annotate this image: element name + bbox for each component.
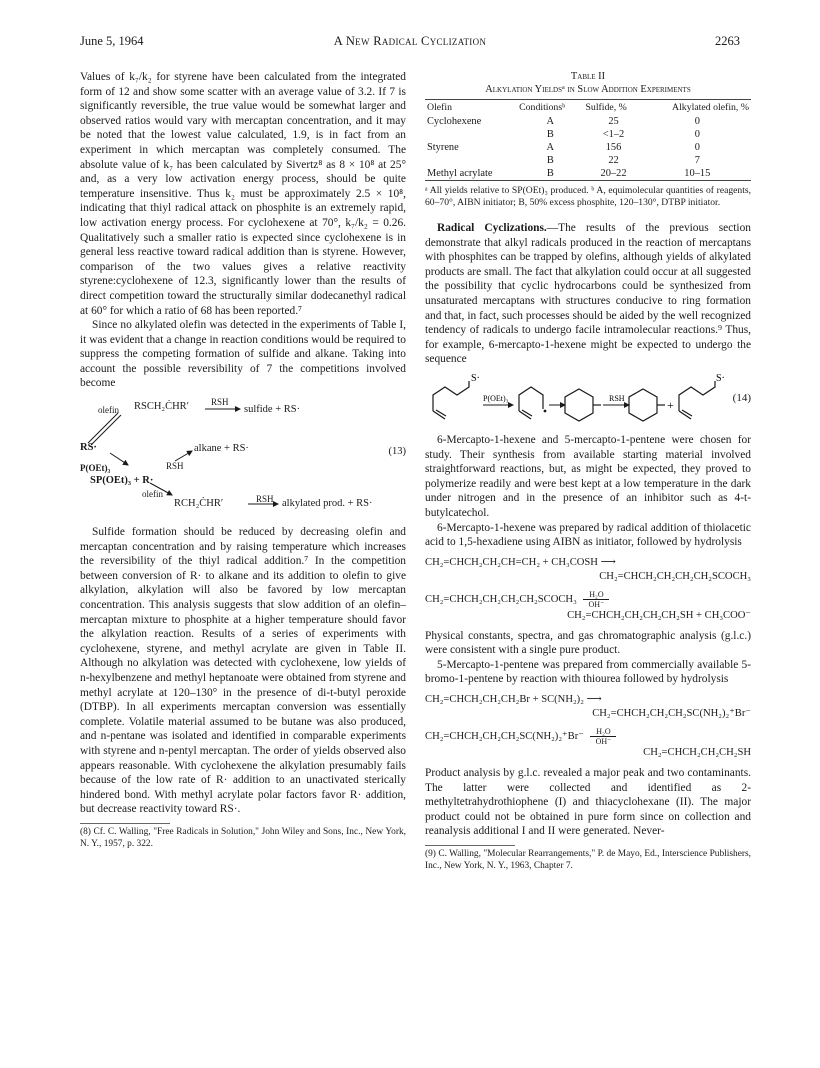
scheme-label-rsh: RSH bbox=[211, 397, 229, 408]
reaction-scheme-14 bbox=[425, 371, 751, 425]
paragraph: Product analysis by g.l.c. revealed a major peak and two contaminants. The latter were collected and identified as 2-methyltetrahydrothiophene (I) and thiacyclohexane (II). The major product could not be obtained in pure form since on collection and reanalysis additional I and II were generated. Never- bbox=[425, 767, 751, 838]
equation-line: CH₂=CHCH₂CH₂CH₂SC(NH₂)₂⁺Br⁻ bbox=[592, 708, 751, 720]
table-cell: Methyl acrylate bbox=[427, 168, 493, 179]
arrow-bottom-label: OH⁻ bbox=[595, 737, 612, 747]
table-caption: Alkylation Yieldsᵃ in Slow Addition Experiments bbox=[485, 84, 691, 95]
footnote-divider bbox=[425, 845, 515, 846]
table-row bbox=[425, 128, 751, 141]
thiyl-label: S· bbox=[471, 372, 480, 384]
reagent-label: P(OEt)₃ bbox=[483, 393, 509, 403]
arrow-top-label: H₂O bbox=[589, 589, 604, 599]
table-cell: 0 bbox=[694, 129, 700, 140]
table-cell: 20–22 bbox=[600, 168, 627, 179]
table-cell: A bbox=[546, 142, 555, 153]
paragraph: Values of k₇/k₂ for styrene have been calculated from the integrated form of 12 and show some scatter with an average value of 3.2. If 7 is significantly reversible, the true value would be somewhat larger and observed ratios would vary with mercaptan concentration, and it may be noted that the lowest value calculated, 1.9, is in fact from an experiment in which mercaptan was completely consumed. The absolute value of k₇ has been calculated by Sivertz⁸ as 8 × 10⁸ at 25° and, as a very low activation energy process, should be quite temperature insensitive. Thus k₂ must be approximately 2.5 × 10⁸, indicating that thiyl radical attack on phosphite is an extremely rapid, low activation energy process. For cyclohexene at 70°, k₇/k₂ = 0.26. Qualitatively such a smaller ratio is expected since cyclohexene is in general less reactive toward radical addition than is styrene. However, comparison of the two values gives a relative reactivity styrene:cyclohexene of 12.3, significantly lower than the results of direct competition toward the structurally similar dodecanethyl radical at 60° for which a ratio of 68 has been reported.⁷ bbox=[80, 71, 406, 317]
table-cell: <1–2 bbox=[602, 129, 625, 140]
equation-number: (13) bbox=[388, 446, 406, 458]
scheme-label-alkane: alkane + RS· bbox=[194, 443, 249, 455]
data-table bbox=[425, 99, 751, 181]
table-cell: 156 bbox=[605, 142, 622, 153]
section-heading: Radical Cyclizations. bbox=[437, 222, 547, 234]
table-footnote: ᵃ All yields relative to SP(OEt)₃ produced. ᵇ A, equimolecular quantities of reagents, 60–70°, AIBN initiator; B, 50% excess phosphite, 120–130°, DTBP initiator. bbox=[425, 185, 751, 208]
paragraph: Since no alkylated olefin was detected in the experiments of Table I, it was evident that a change in reaction conditions would be required to suppress the competing formation of sulfide and alkane. Taking into account the possible reversibility of 7 the competitions involved become bbox=[80, 319, 406, 390]
table-row bbox=[425, 115, 751, 128]
equation-line: CH₂=CHCH₂CH₂CH₂CH₂SH + CH₃COO⁻ bbox=[567, 609, 751, 621]
table-cell: 25 bbox=[608, 116, 619, 127]
thiyl-label: S· bbox=[716, 372, 725, 384]
paragraph: Sulfide formation should be reduced by decreasing olefin and mercaptan concentration and by raising temperature which increases the reversibility of the thiyl radical addition.⁷ In the competition between conversion of R· to alkane and its addition to olefin to give alkylation, alkylation will also be favored by low mercaptan concentration. This analysis suggests that slow addition of an olefin–mercaptan mixture to phosphite at a higher temperature should favor the alkylation reaction. Results of a series of experiments with cyclohexene, styrene, and methyl acrylate are given in Table II. Although no alkylation was detected with cyclohexene, low yields of n-hexylbenzene and methyl heptanoate were obtained from styrene and methyl acrylate at 120–130° in the presence of di-t-butyl peroxide (DTBP). In all experiments mercaptan conversion was essentially complete. Volatile material assumed to be butane was also produced, and n-pentane was isolated and identified in comparable experiments with styrene and n-pentyl mercaptan. The order of yields observed also appears reasonable. With cyclohexene the alkylation presumably fails because of the low rate of R· addition to an unactivated sterically hindered bond. With methyl acrylate polar factors favor R· addition, but decrease reactivity toward RS·. bbox=[80, 526, 406, 816]
thiyl-product-structure bbox=[679, 381, 715, 419]
paragraph-text: —The results of the previous section demonstrate that alkyl radicals produced in the reaction of mercaptans with phosphites can be trapped by olefins, although yields of alkylated products are small. The fact that alkylation could occur at all suggested the possibility that cyclic hydrocarbons could be synthesized from unsaturated mercaptans with structures conducive to ring formation and that, in fact, such processes should be aided by the well recognized tendency of radicals to undergo facile intramolecular reactions.⁹ Thus, for example, 6-mercapto-1-hexene might be expected to undergo the sequence bbox=[425, 222, 751, 366]
column-header: Conditionsᵇ bbox=[519, 102, 566, 113]
table-cell bbox=[425, 128, 517, 141]
equation-line bbox=[425, 590, 751, 609]
methylcyclohexane-ring bbox=[629, 389, 657, 421]
reaction-arrow bbox=[590, 727, 616, 746]
equation-line: CH₂=CHCH₂CH₂CH=CH₂ + CH₃COSH ⟶ bbox=[425, 556, 616, 568]
scheme-label-alkyl-adduct: RCH₂ĊHR′ bbox=[174, 498, 224, 510]
table-cell: B bbox=[546, 129, 554, 140]
column-header: Alkylated olefin, % bbox=[672, 102, 749, 113]
table-cell: 0 bbox=[694, 116, 700, 127]
equation-reactant: CH₂=CHCH₂CH₂CH₂SC(NH₂)₂⁺Br⁻ bbox=[425, 731, 584, 742]
header-date: June 5, 1964 bbox=[80, 34, 144, 48]
scheme-label-alkylated: alkylated prod. + RS· bbox=[282, 498, 373, 510]
header-title: A New Radical Cyclization bbox=[333, 34, 487, 48]
reagent-label: RSH bbox=[609, 393, 625, 403]
scheme-label-adduct: RSCH₂ĊHR′ bbox=[134, 401, 189, 413]
paragraph: 5-Mercapto-1-pentene was prepared from commercially available 5-bromo-1-pentene by reaction with thiourea followed by hydrolysis bbox=[425, 658, 751, 686]
table-cell: 7 bbox=[694, 155, 700, 166]
column-header: Olefin bbox=[427, 102, 453, 113]
left-column bbox=[80, 70, 406, 850]
equation-line: CH₂=CHCH₂CH₂CH₂Br + SC(NH₂)₂ ⟶ bbox=[425, 694, 602, 706]
scheme-label-phosphorothioate: SP(OEt)₃ + R· bbox=[90, 475, 154, 487]
equation-line: CH₂=CHCH₂CH₂CH₂CH₂SCOCH₃ bbox=[599, 570, 751, 582]
footnote: (8) Cf. C. Walling, "Free Radicals in Solution," John Wiley and Sons, Inc., New York, N. Y., 1957, p. 322. bbox=[80, 826, 406, 849]
table-cell: 10–15 bbox=[684, 168, 711, 179]
scheme-label-sulfide: sulfide + RS· bbox=[244, 404, 301, 416]
paragraph: 6-Mercapto-1-hexene was prepared by radical addition of thiolacetic acid to 1,5-hexadiene using AIBN as initiator, followed by hydrolysis bbox=[425, 521, 751, 549]
plus-sign: + bbox=[667, 397, 674, 412]
paragraph: 6-Mercapto-1-hexene and 5-mercapto-1-pentene were chosen for study. Their synthesis from available starting material involved straightforward reactions, but, as might be expected, they proved to polymerize readily and were best kept at a low temperature in the dark under nitrogen and in the presence of an inhibitor such as 4-t-butylcatechol. bbox=[425, 433, 751, 519]
table-cell: 22 bbox=[608, 155, 619, 166]
equation-line: CH₂=CHCH₂CH₂CH₂SH bbox=[643, 747, 751, 759]
table-cell: Cyclohexene bbox=[427, 116, 482, 127]
scheme-label-rsh: RSH bbox=[166, 461, 184, 472]
column-header: Sulfide, % bbox=[585, 102, 627, 113]
table-cell: A bbox=[546, 116, 555, 127]
page-number: 2263 bbox=[715, 34, 740, 48]
footnote: (9) C. Walling, "Molecular Rearrangements," P. de Mayo, Ed., Interscience Publishers, Inc., New York, N. Y., 1963, Chapter 7. bbox=[425, 849, 751, 871]
table-cell bbox=[425, 154, 517, 167]
hexenyl-radical-structure bbox=[519, 387, 543, 419]
synthesis-equations-2 bbox=[425, 693, 751, 760]
table-row bbox=[425, 154, 751, 167]
footnote-divider bbox=[80, 823, 170, 824]
cyclohexane-ring bbox=[565, 389, 593, 421]
table-cell: B bbox=[546, 155, 554, 166]
table-cell: B bbox=[546, 168, 554, 179]
table-header-row bbox=[425, 100, 751, 116]
table-row bbox=[425, 141, 751, 154]
cyclization-diagram bbox=[425, 371, 751, 425]
table-row bbox=[425, 167, 751, 181]
table-2 bbox=[425, 70, 751, 209]
hexenyl-thiyl-structure bbox=[433, 381, 469, 419]
table-title: Table II bbox=[570, 71, 606, 82]
table-cell: Styrene bbox=[427, 142, 459, 153]
running-header bbox=[80, 34, 740, 54]
reaction-scheme-13 bbox=[80, 397, 406, 515]
scheme-label-rsh: RSH bbox=[256, 494, 274, 505]
paragraph bbox=[425, 221, 751, 367]
paragraph: Physical constants, spectra, and gas chromatographic analysis (g.l.c.) were consistent with a single pure product. bbox=[425, 629, 751, 657]
arrow-bottom-label: OH⁻ bbox=[588, 599, 605, 609]
reaction-arrow bbox=[583, 590, 609, 609]
table-cell: 0 bbox=[694, 142, 700, 153]
equation-line bbox=[425, 727, 751, 746]
scheme-label-olefin: olefin bbox=[142, 489, 163, 500]
synthesis-equations-1 bbox=[425, 556, 751, 623]
arrow-top-label: H₂O bbox=[596, 727, 611, 737]
equation-number: (14) bbox=[732, 391, 751, 404]
equation-reactant: CH₂=CHCH₂CH₂CH₂CH₂SCOCH₃ bbox=[425, 593, 577, 605]
right-column bbox=[425, 70, 751, 872]
scheme-label-poet: P(OEt)₃ bbox=[80, 463, 111, 474]
scheme-label-olefin: olefin bbox=[98, 405, 119, 416]
scheme-label-rs: RS· bbox=[80, 442, 97, 454]
